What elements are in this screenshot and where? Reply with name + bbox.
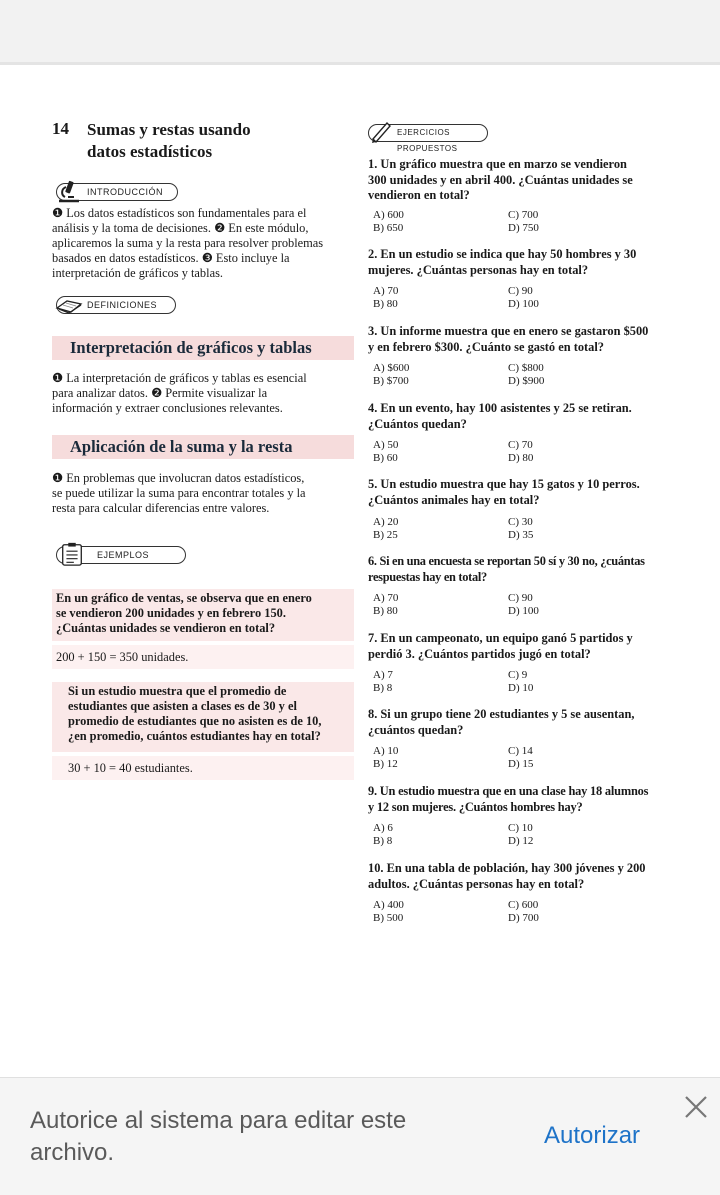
exercise-4-option-a[interactable]: A) 50 xyxy=(373,439,399,451)
close-icon[interactable] xyxy=(683,1094,709,1120)
intro-line: aplicaremos la suma y la resta para resolver problemas xyxy=(52,236,324,250)
intro-line: ❶ Los datos estadísticos son fundamentales para el xyxy=(52,206,307,220)
exercise-4-option-b[interactable]: B) 60 xyxy=(373,452,398,464)
exercise-6-option-b[interactable]: B) 80 xyxy=(373,605,398,617)
exercise-2-option-d[interactable]: D) 100 xyxy=(508,298,539,310)
exercise-7-option-d[interactable]: D) 10 xyxy=(508,682,534,694)
exercise-7-option-a[interactable]: A) 7 xyxy=(373,669,393,681)
exercise-2: 2. En un estudio se indica que hay 50 hombres y 30 mujeres. ¿Cuántas personas hay en total? xyxy=(368,247,637,277)
exercise-10: 10. En una tabla de población, hay 300 jóvenes y 200 adultos. ¿Cuántas personas hay en total? xyxy=(368,861,646,891)
exercise-10-option-b[interactable]: B) 500 xyxy=(373,912,404,924)
edit-permission-banner xyxy=(0,1077,720,1195)
example-line: ¿Cuántas unidades se vendieron en total? xyxy=(56,621,276,635)
introduccion-tag-label: INTRODUCCIÓN xyxy=(87,187,163,197)
exercise-5-option-c[interactable]: C) 30 xyxy=(508,516,533,528)
example-2-answer: 30 + 10 = 40 estudiantes. xyxy=(68,761,193,775)
intro-paragraph xyxy=(52,206,354,281)
exercise-4-option-c[interactable]: C) 70 xyxy=(508,439,533,451)
example-2-question xyxy=(68,684,334,744)
section-line: ❶ En problemas que involucran datos estadísticos, xyxy=(52,471,305,485)
example-1-answer: 200 + 150 = 350 unidades. xyxy=(56,650,189,664)
exercise-3-option-d[interactable]: D) $900 xyxy=(508,375,545,387)
exercise-2-option-b[interactable]: B) 80 xyxy=(373,298,398,310)
exercise-5-option-a[interactable]: A) 20 xyxy=(373,516,399,528)
exercise-8-option-b[interactable]: B) 12 xyxy=(373,758,398,770)
section-line: ❶ La interpretación de gráficos y tablas es esencial xyxy=(52,371,307,385)
exercise-7-option-b[interactable]: B) 8 xyxy=(373,682,393,694)
exercise-1-option-b[interactable]: B) 650 xyxy=(373,222,404,234)
exercise-6-option-d[interactable]: D) 100 xyxy=(508,605,539,617)
microscope-icon xyxy=(55,178,83,204)
ejercicios-tag-label: EJERCICIOS PROPUESTOS xyxy=(397,128,458,153)
exercise-9-option-b[interactable]: B) 8 xyxy=(373,835,393,847)
chapter-title-line-1: Sumas y restas usando xyxy=(87,120,251,139)
example-line: Si un estudio muestra que el promedio de xyxy=(68,684,287,698)
section-line: para analizar datos. ❷ Permite visualizar la xyxy=(52,386,268,400)
example-line: promedio de estudiantes que no asisten es de 10, xyxy=(68,714,322,728)
exercise-8-option-c[interactable]: C) 14 xyxy=(508,745,533,757)
exercise-10-option-a[interactable]: A) 400 xyxy=(373,899,404,911)
section-heading-graficos: Interpretación de gráficos y tablas xyxy=(52,336,354,360)
exercise-8-option-a[interactable]: A) 10 xyxy=(373,745,399,757)
section-line: información y extraer conclusiones relevantes. xyxy=(52,401,283,415)
pencil-icon xyxy=(367,119,395,145)
example-line: estudiantes que asisten a clases es de 30 y el xyxy=(68,699,297,713)
exercise-2-option-c[interactable]: C) 90 xyxy=(508,285,533,297)
exercise-2-option-a[interactable]: A) 70 xyxy=(373,285,399,297)
definiciones-tag-label: DEFINICIONES xyxy=(87,300,158,310)
exercise-3-option-c[interactable]: C) $800 xyxy=(508,362,544,374)
ejercicios-tag xyxy=(368,124,488,153)
exercise-3-option-b[interactable]: B) $700 xyxy=(373,375,409,387)
definiciones-tag xyxy=(56,296,176,314)
introduccion-tag xyxy=(56,183,178,201)
chapter-title-line-2: datos estadísticos xyxy=(87,142,213,161)
exercise-10-option-d[interactable]: D) 700 xyxy=(508,912,539,924)
top-app-bar xyxy=(0,0,720,65)
intro-line: basados en datos estadísticos. ❸ Esto incluye la xyxy=(52,251,290,265)
exercise-4: 4. En un evento, hay 100 asistentes y 25 se retiran. ¿Cuántos quedan? xyxy=(368,401,632,431)
example-line: ¿en promedio, cuántos estudiantes hay en total? xyxy=(68,729,321,743)
exercise-3-option-a[interactable]: A) $600 xyxy=(373,362,410,374)
exercise-9-option-c[interactable]: C) 10 xyxy=(508,822,533,834)
exercise-9-option-d[interactable]: D) 12 xyxy=(508,835,534,847)
chapter-number: 14 xyxy=(52,119,69,138)
exercise-6-option-a[interactable]: A) 70 xyxy=(373,592,399,604)
exercise-5-option-b[interactable]: B) 25 xyxy=(373,529,398,541)
section-line: resta para calcular diferencias entre valores. xyxy=(52,501,270,515)
chapter-title xyxy=(87,119,307,163)
exercise-9: 9. Un estudio muestra que en una clase hay 18 alumnos y 12 son mujeres. ¿Cuántos hombres hay? xyxy=(368,784,649,814)
section-line: se puede utilizar la suma para encontrar totales y la xyxy=(52,486,306,500)
example-1-question xyxy=(56,591,338,636)
section-heading-aplicacion: Aplicación de la suma y la resta xyxy=(52,435,354,459)
exercise-4-option-d[interactable]: D) 80 xyxy=(508,452,534,464)
open-book-icon xyxy=(55,291,83,317)
exercise-1-option-c[interactable]: C) 700 xyxy=(508,209,539,221)
exercise-3: 3. Un informe muestra que en enero se gastaron $500 y en febrero $300. ¿Cuánto se gastó en total? xyxy=(368,324,649,354)
example-line: En un gráfico de ventas, se observa que en enero xyxy=(56,591,312,605)
exercise-1-option-d[interactable]: D) 750 xyxy=(508,222,539,234)
exercise-7: 7. En un campeonato, un equipo ganó 5 partidos y perdió 3. ¿Cuántos partidos jugó en total? xyxy=(368,631,633,661)
exercise-5-option-d[interactable]: D) 35 xyxy=(508,529,534,541)
clipboard-icon xyxy=(59,539,85,569)
exercise-7-option-c[interactable]: C) 9 xyxy=(508,669,528,681)
intro-line: análisis y la toma de decisiones. ❷ En este módulo, xyxy=(52,221,309,235)
exercise-9-option-a[interactable]: A) 6 xyxy=(373,822,393,834)
exercise-6: 6. Si en una encuesta se reportan 50 sí y 30 no, ¿cuántas respuestas hay en total? xyxy=(368,554,645,584)
exercise-10-option-c[interactable]: C) 600 xyxy=(508,899,539,911)
example-line: se vendieron 200 unidades y en febrero 150. xyxy=(56,606,286,620)
authorize-button[interactable]: Autorizar xyxy=(544,1122,641,1149)
exercise-5: 5. Un estudio muestra que hay 15 gatos y 10 perros. ¿Cuántos animales hay en total? xyxy=(368,477,640,507)
exercise-1-option-a[interactable]: A) 600 xyxy=(373,209,404,221)
intro-line: interpretación de gráficos y tablas. xyxy=(52,266,223,280)
permission-message: Autorice al sistema para editar este archivo. xyxy=(30,1107,407,1166)
ejemplos-tag xyxy=(56,546,186,564)
section-aplicacion-text xyxy=(52,471,342,516)
ejemplos-tag-label: EJEMPLOS xyxy=(97,550,150,560)
exercise-8: 8. Si un grupo tiene 20 estudiantes y 5 se ausentan, ¿cuántos quedan? xyxy=(368,707,635,737)
section-graficos-text xyxy=(52,371,342,416)
exercise-1: 1. Un gráfico muestra que en marzo se vendieron 300 unidades y en abril 400. ¿Cuántas unidades se vendieron en total? xyxy=(368,157,633,202)
exercise-6-option-c[interactable]: C) 90 xyxy=(508,592,533,604)
exercise-8-option-d[interactable]: D) 15 xyxy=(508,758,534,770)
